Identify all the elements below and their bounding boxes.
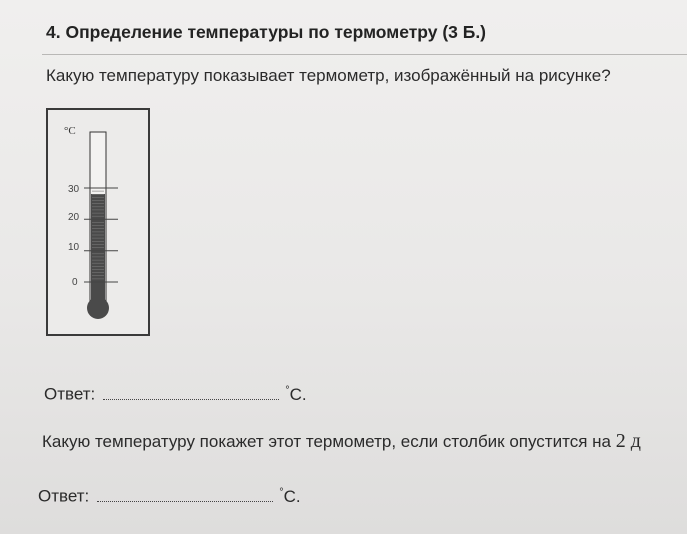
question-2-text: Какую температуру покажет этот термометр, если столбик опустится на [42, 432, 616, 451]
answer-2-row [38, 486, 301, 507]
heading-divider [42, 54, 687, 55]
mercury-bulb [87, 297, 109, 319]
answer-1-unit: °C. [285, 384, 307, 404]
scale-label-20: 20 [68, 212, 80, 223]
scale-label-0: 0 [72, 277, 78, 288]
unit-label: °C [64, 125, 76, 137]
thermometer-drawing [48, 110, 148, 334]
answer-2-blank[interactable] [97, 487, 273, 502]
answer-1-row [44, 384, 307, 405]
task-heading: 4. Определение температуры по термометру (3 Б.) [46, 22, 487, 42]
answer-1-blank[interactable] [103, 385, 279, 400]
answer-2-unit: °C. [279, 486, 301, 506]
question-2-tail: 2 д [615, 430, 641, 452]
thermometer-figure [46, 108, 150, 336]
answer-2-label: Ответ: [38, 486, 90, 506]
answer-1-label: Ответ: [44, 384, 96, 404]
question-2 [42, 430, 641, 453]
scale-labels [68, 184, 80, 288]
question-1: Какую температуру показывает термометр, изображённый на рисунке? [46, 66, 611, 85]
scale-label-10: 10 [68, 242, 80, 253]
scale-label-30: 30 [68, 184, 80, 195]
